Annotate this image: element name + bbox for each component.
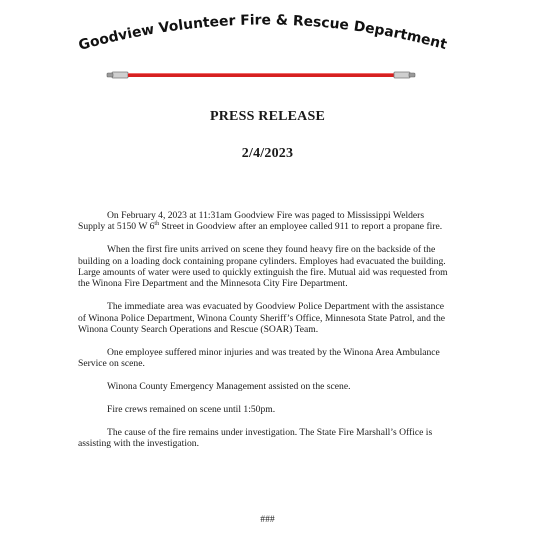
org-name: Goodview Volunteer Fire & Rescue Department — [76, 12, 449, 54]
release-date: 2/4/2023 — [241, 146, 294, 161]
left-hook-end — [112, 72, 128, 78]
right-hook-end — [394, 72, 410, 78]
paragraph-1-end: Street in Goodview after an employee called 911 to report a propane fire. — [159, 221, 443, 233]
right-hook-tip — [409, 73, 415, 77]
press-release-title: PRESS RELEASE — [209, 109, 326, 124]
letterhead-graphic — [0, 0, 535, 100]
left-hook-tip — [107, 73, 113, 77]
press-release-body — [78, 210, 453, 461]
paragraph-1 — [78, 210, 453, 233]
fire-hook-divider — [107, 72, 415, 78]
paragraph-3: The immediate area was evacuated by Goodview Police Department with the assistance of Winona Police Department, Winona County Sheriff’s Office, Minnesota State Patrol, and the Winona County Search Operations and Rescue (SOAR) Team. — [78, 301, 446, 336]
paragraph-6: Fire crews remained on scene until 1:50pm. — [107, 403, 276, 415]
red-divider-highlight — [128, 73, 394, 74]
end-mark: ### — [260, 514, 275, 525]
paragraph-5: Winona County Emergency Management assisted on the scene. — [107, 381, 351, 393]
org-name-arc — [77, 12, 449, 53]
paragraph-4: One employee suffered minor injuries and was treated by the Winona Area Ambulance Service on scene. — [78, 346, 440, 370]
ordinal-suffix: th — [154, 221, 160, 228]
paragraph-1-start: On February 4, 2023 at 11:31am Goodview Fire was paged to Mississippi Welders Supply at 5150 W 6 — [78, 210, 425, 233]
paragraph-7: The cause of the fire remains under investigation. The State Fire Marshall’s Office is assisting with the investigation. — [78, 426, 433, 450]
letterhead — [0, 0, 535, 100]
paragraph-2: When the first fire units arrived on scene they found heavy fire on the backside of the building on a loading dock containing propane cylinders. Employes had evacuated the building. Large amounts of water were used to quickly extinguish the fire. Mutual aid was requested from the Winona Fire Department and the Minnesota City Fire Department. — [78, 244, 448, 290]
